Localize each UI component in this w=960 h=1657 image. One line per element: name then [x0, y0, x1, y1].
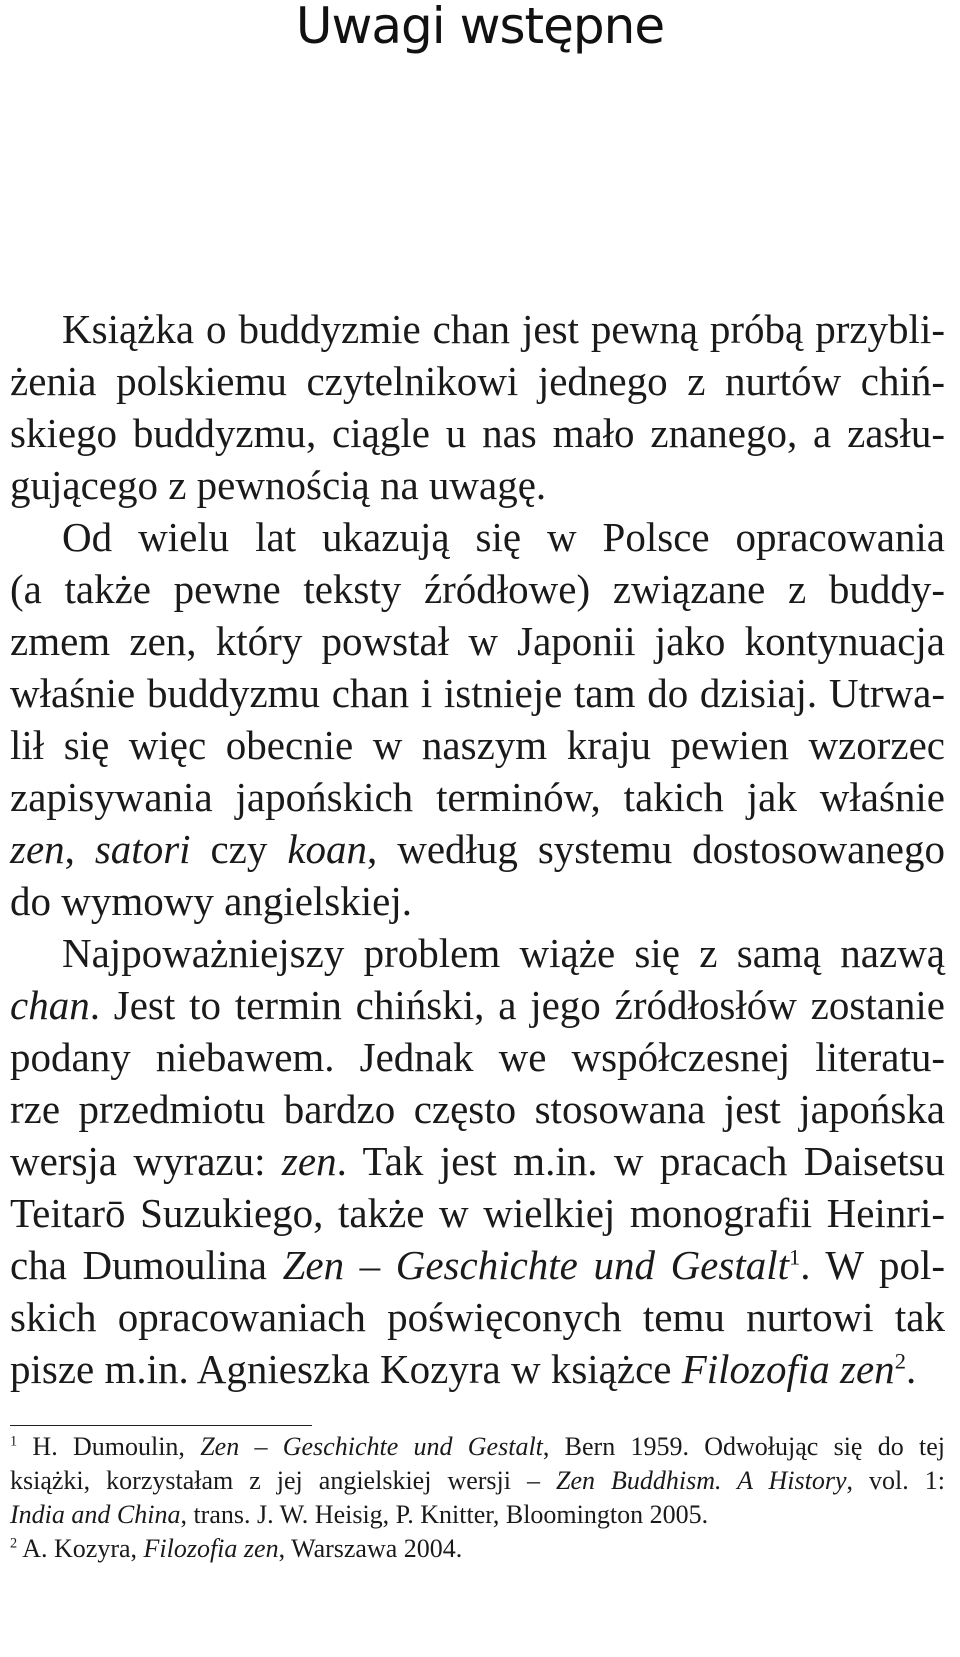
text-run: A. Kozyra,	[17, 1534, 144, 1563]
text-run: ,	[64, 826, 95, 872]
paragraph-line	[10, 1137, 945, 1185]
paragraph-line: Teitarō Suzukiego, także w wielkiej monografii Heinri-	[10, 1190, 945, 1236]
paragraph-line: zapisywania japońskich terminów, takich jak właśnie	[10, 774, 945, 820]
footnote-line	[10, 1466, 945, 1496]
text-run: , według systemu dostosowanego	[367, 826, 945, 872]
footnote-number: 1	[10, 1433, 18, 1450]
footnote-separator	[10, 1425, 312, 1426]
book-title-italic: India and China	[10, 1500, 181, 1529]
paragraph-line	[10, 1241, 945, 1289]
paragraph-line: skiego buddyzmu, ciągle u nas mało znanego, a zasłu-	[10, 410, 945, 456]
term-italic: chan	[10, 982, 90, 1028]
paragraph-line: (a także pewne teksty źródłowe) związane z buddy-	[10, 566, 945, 612]
book-title-italic: Filozofia zen	[681, 1346, 895, 1392]
text-run: . Tak jest m.in. w pracach Daisetsu	[336, 1138, 946, 1184]
paragraph-line: Od wielu lat ukazują się w Polsce opracowania	[62, 514, 945, 560]
text-run: wersja wyrazu:	[10, 1138, 282, 1184]
paragraph-line	[10, 825, 945, 873]
paragraph-line: Najpoważniejszy problem wiąże się z samą nazwą	[62, 930, 945, 976]
text-run: . Jest to termin chiński, a jego źródłosłów zostanie	[89, 982, 945, 1028]
footnote-line	[10, 1500, 945, 1530]
text-run: cha Dumoulina	[10, 1242, 283, 1288]
term-italic: zen	[281, 1138, 337, 1184]
paragraph-line: Książka o buddyzmie chan jest pewną próbą przybli-	[62, 306, 945, 352]
footnote-line	[10, 1534, 945, 1564]
paragraph-line	[10, 1345, 945, 1393]
text-run: , vol. 1:	[846, 1466, 945, 1495]
term-italic: zen	[10, 826, 65, 872]
paragraph-line: do wymowy angielskiej.	[10, 878, 412, 924]
paragraph-line: podany niebawem. Jednak we współczesnej literatu-	[10, 1034, 945, 1080]
text-run: czy	[190, 826, 288, 872]
footnote-ref-2: 2	[894, 1348, 906, 1374]
text-run: pisze m.in. Agnieszka Kozyra w książce	[10, 1346, 682, 1392]
text-run: .	[905, 1346, 917, 1392]
text-run: . W pol-	[800, 1242, 945, 1288]
paragraph-line: żenia polskiemu czytelnikowi jednego z nurtów chiń-	[10, 358, 945, 404]
book-title-italic: Zen – Geschichte und Gestalt	[282, 1242, 790, 1288]
paragraph-line: skich opracowaniach poświęconych temu nurtowi tak	[10, 1294, 945, 1340]
text-run: książki, korzystałam z jej angielskiej wersji –	[10, 1466, 557, 1495]
paragraph-line: lił się więc obecnie w naszym kraju pewien wzorzec	[10, 722, 945, 768]
footnote-ref-1: 1	[789, 1244, 801, 1270]
paragraph-line: właśnie buddyzmu chan i istnieje tam do dzisiaj. Utrwa-	[10, 670, 945, 716]
text-run: , Bern 1959. Odwołując się do tej	[542, 1432, 945, 1461]
text-run: H. Dumoulin,	[17, 1432, 201, 1461]
text-run: , Warszawa 2004.	[278, 1534, 463, 1563]
book-title-italic: Zen Buddhism. A History	[556, 1466, 847, 1495]
text-run: , trans. J. W. Heisig, P. Knitter, Bloomington 2005.	[180, 1500, 709, 1529]
footnote-line	[10, 1432, 945, 1462]
paragraph-line	[10, 981, 945, 1029]
page-title: Uwagi wstępne	[295, 0, 665, 55]
paragraph-line: gującego z pewnością na uwagę.	[10, 462, 547, 508]
paragraph-line: rze przedmiotu bardzo często stosowana jest japońska	[10, 1086, 945, 1132]
paragraph-line: zmem zen, który powstał w Japonii jako kontynuacja	[10, 618, 945, 664]
term-italic: koan	[287, 826, 368, 872]
book-title-italic: Filozofia zen	[143, 1534, 279, 1563]
term-italic: satori	[94, 826, 191, 872]
footnote-number: 2	[10, 1535, 18, 1552]
book-title-italic: Zen – Geschichte und Gestalt	[200, 1432, 543, 1461]
